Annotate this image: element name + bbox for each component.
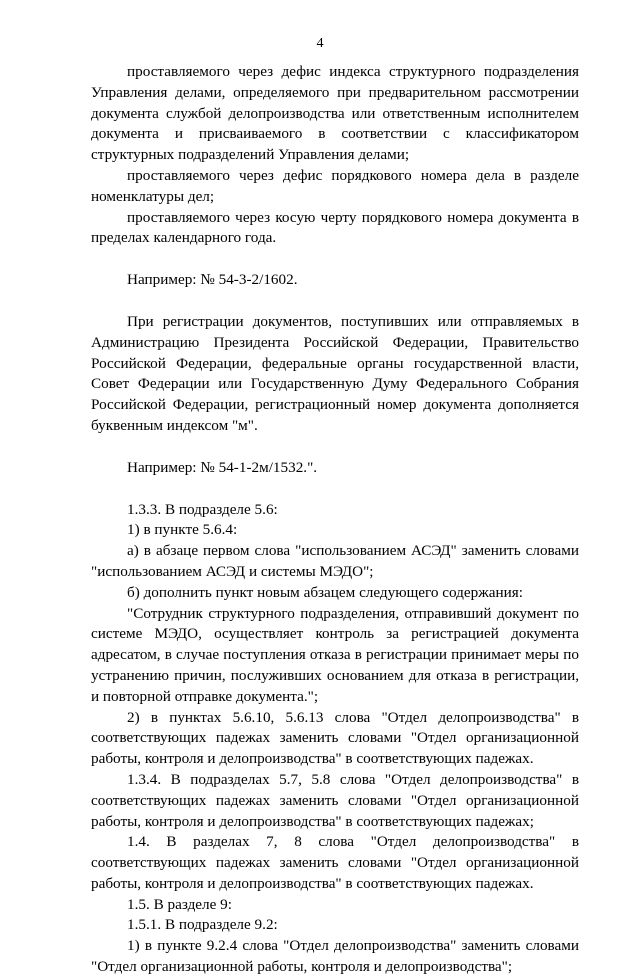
paragraph: проставляемого через дефис индекса структурного подразделения Управления делами, определяемого при предварительном рассмотрении документа службой делопроизводства или ответственным исполнителем документа и присваиваемого в соответствии с классификатором структурных подразделений Управления делами; (91, 63, 579, 164)
paragraph: проставляемого через косую черту порядкового номера документа в пределах календарного года. (91, 208, 579, 247)
paragraph: При регистрации документов, поступивших или отправляемых в Администрацию Президента Российской Федерации, Правительство Российской Федерации, федеральные органы государственной власти, Совет Федерации или Государственную Думу Федерального Собрания Российской Федерации, регистрационный номер документа дополняется буквенным индексом "м". (91, 312, 579, 434)
paragraph: 1.5. В разделе 9: (127, 895, 232, 913)
paragraph: Например: № 54-1-2м/1532.". (127, 458, 318, 476)
paragraph: б) дополнить пункт новым абзацем следующего содержания: (127, 583, 523, 601)
paragraph: "Сотрудник структурного подразделения, отправивший документ по системе МЭДО, осуществляет контроль за регистрацией документа адресатом, в случае поступления отказа в регистрации принимает меры по устранению причин, послуживших основанием для отказа в регистрации, и повторной отправке документа."; (91, 604, 579, 705)
paragraph: 2) в пунктах 5.6.10, 5.6.13 слова "Отдел делопроизводства" в соответствующих падежах заменить словами "Отдел организационной работы, контроля и делопроизводства" в соответствующих падежах. (91, 708, 579, 768)
paragraph-spacer (91, 291, 579, 312)
paragraph: 1) в пункте 5.6.4: (127, 521, 238, 539)
paragraph: а) в абзаце первом слова "использованием АСЭД" заменить словами "использованием АСЭД и системы МЭДО"; (91, 542, 579, 580)
page-number: 4 (316, 36, 324, 51)
paragraph: 1) в пункте 9.2.4 слова "Отдел делопроизводства" заменить словами "Отдел организационной работы, контроля и делопроизводства"; (91, 937, 579, 976)
paragraph: 1.3.3. В подразделе 5.6: (127, 500, 278, 518)
paragraph: 1.3.4. В подразделах 5.7, 5.8 слова "Отдел делопроизводства" в соответствующих падежах заменить словами "Отдел организационной работы, контроля и делопроизводства" в соответствующих падежах; (91, 770, 579, 830)
paragraph-spacer (91, 437, 579, 458)
paragraph: 1.5.1. В подразделе 9.2: (127, 916, 278, 934)
paragraph-spacer (91, 479, 579, 500)
paragraph: Например: № 54-3-2/1602. (127, 271, 298, 289)
paragraph: проставляемого через дефис порядкового номера дела в разделе номенклатуры дел; (91, 166, 579, 205)
document-body (91, 62, 579, 978)
paragraph-spacer (91, 249, 579, 270)
paragraph: 1.4. В разделах 7, 8 слова "Отдел делопроизводства" в соответствующих падежах заменить словами "Отдел организационной работы, контроля и делопроизводства" в соответствующих падежах. (91, 833, 579, 892)
